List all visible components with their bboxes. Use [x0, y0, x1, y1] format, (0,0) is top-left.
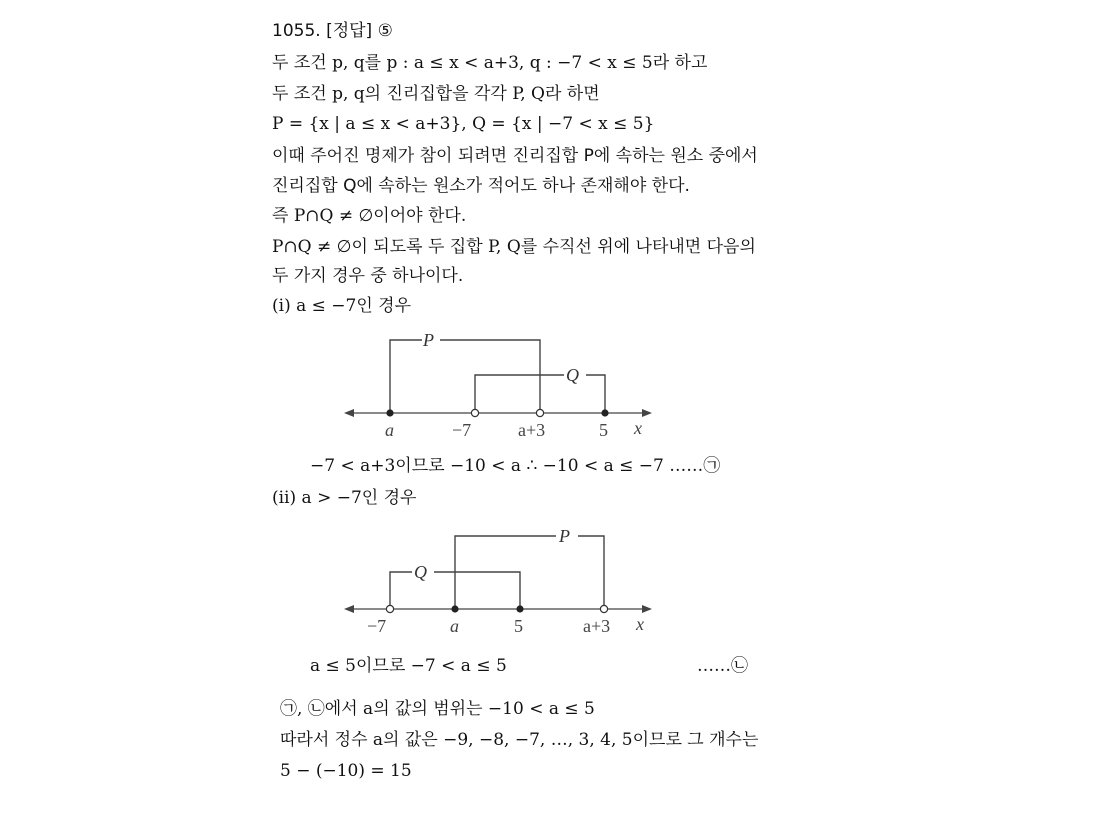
line-number-line-intro: P∩Q ≠ ∅이 되도록 두 집합 P, Q를 수직선 위에 나타내면 다음의 — [272, 237, 756, 257]
line-intersection: 즉 P∩Q ≠ ∅이어야 한다. — [272, 206, 467, 226]
tick-label-a: a — [385, 420, 394, 440]
set-p-label: P — [423, 330, 434, 350]
line-two-cases: 두 가지 경우 중 하나이다. — [272, 266, 464, 286]
line-existence: 진리집합 Q에 속하는 원소가 적어도 하나 존재해야 한다. — [272, 176, 690, 196]
tick-label-5: 5 — [514, 616, 523, 636]
set-p-bracket — [390, 340, 422, 413]
point-a-closed — [386, 409, 393, 416]
set-q-label: Q — [566, 365, 579, 385]
line-conditions: 두 조건 p, q를 p : a ≤ x < a+3, q : −7 < x ≤ 5라 하고 — [272, 53, 708, 73]
tick-label-a-plus-3: a+3 — [518, 420, 546, 440]
axis-label-x: x — [636, 614, 644, 634]
point-a-plus-3-open — [600, 605, 607, 612]
point-a-closed — [451, 605, 458, 612]
point-a-plus-3-open — [536, 409, 543, 416]
case-2-result-marker: ……㉡ — [697, 656, 748, 676]
axis-arrow-left — [344, 605, 354, 613]
line-set-definitions: P = {x | a ≤ x < a+3}, Q = {x | −7 < x ≤ 5} — [272, 114, 655, 134]
case-2-heading: (ⅱ) a > −7인 경우 — [272, 488, 417, 508]
number-line-diagram-1 — [340, 328, 660, 448]
set-q-bracket-right — [434, 572, 520, 609]
number-line-diagram-2 — [340, 524, 660, 644]
conclusion-range: ㉠, ㉡에서 a의 값의 범위는 −10 < a ≤ 5 — [280, 699, 595, 719]
conclusion-count: 5 − (−10) = 15 — [280, 761, 412, 781]
conclusion-integers: 따라서 정수 a의 값은 −9, −8, −7, …, 3, 4, 5이므로 그 개수는 — [280, 730, 759, 750]
set-p-label: P — [559, 526, 570, 546]
case-1-heading: (ⅰ) a ≤ −7인 경우 — [272, 296, 412, 316]
tick-label-neg7: −7 — [367, 616, 387, 636]
point-neg7-open — [471, 409, 478, 416]
case-1-result: −7 < a+3이므로 −10 < a ∴ −10 < a ≤ −7 ……㉠ — [310, 456, 721, 476]
axis-arrow-right — [642, 605, 652, 613]
axis-label-x: x — [634, 418, 642, 438]
point-neg7-open — [386, 605, 393, 612]
set-q-label: Q — [414, 562, 427, 582]
axis-arrow-right — [642, 409, 652, 417]
set-p-bracket-right — [440, 340, 540, 413]
set-p-bracket-right — [578, 536, 604, 609]
set-q-bracket-right — [586, 375, 605, 413]
set-q-bracket — [390, 572, 412, 609]
point-5-closed — [516, 605, 523, 612]
set-q-bracket — [475, 375, 564, 413]
tick-label-a: a — [450, 616, 459, 636]
case-2-result: a ≤ 5이므로 −7 < a ≤ 5 — [310, 656, 507, 676]
problem-title: 1055. [정답] ⑤ — [272, 21, 393, 41]
line-truth-sets: 두 조건 p, q의 진리집합을 각각 P, Q라 하면 — [272, 84, 600, 104]
tick-label-a-plus-3: a+3 — [583, 616, 611, 636]
line-statement-condition: 이때 주어진 명제가 참이 되려면 진리집합 P에 속하는 원소 중에서 — [272, 146, 758, 166]
point-5-closed — [601, 409, 608, 416]
tick-label-5: 5 — [599, 420, 608, 440]
axis-arrow-left — [344, 409, 354, 417]
tick-label-neg7: −7 — [452, 420, 472, 440]
